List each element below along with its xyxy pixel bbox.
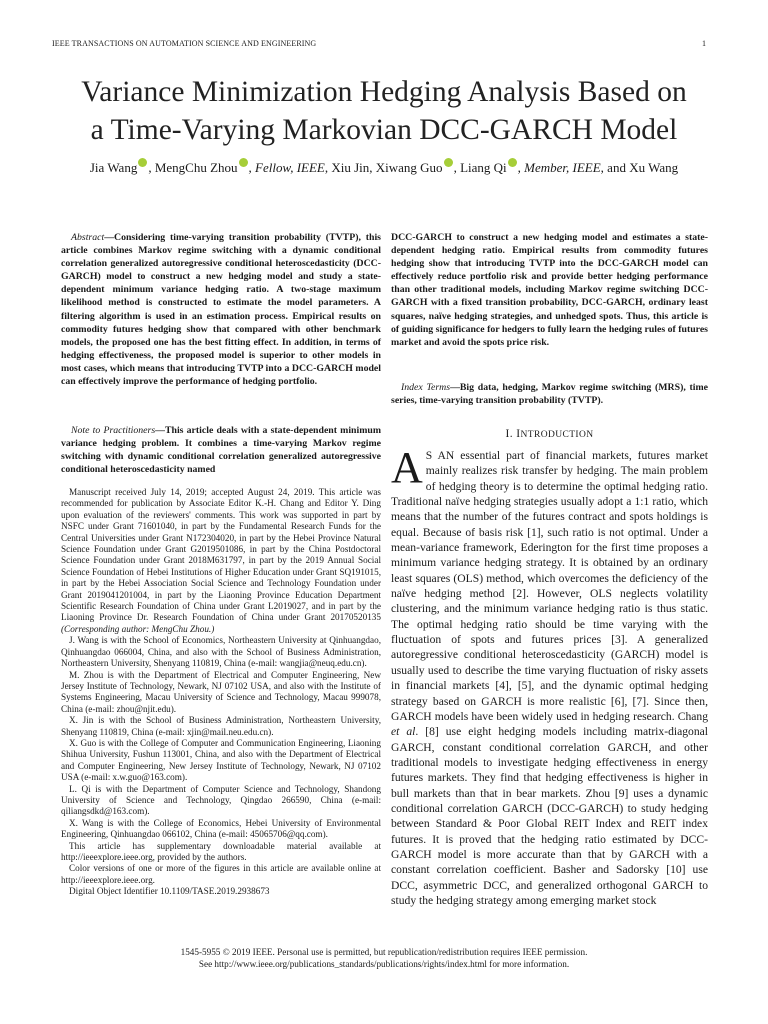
page-number: 1 [702, 39, 706, 48]
orcid-icon[interactable] [239, 158, 248, 167]
abstract-continued-text: DCC-GARCH to construct a new hedging model and estimates a state-dependent hedging ratio. Empirical results from commodity futures hedging show that introducing TVTP into the DCC-GARCH model can effectively reduce portfolio risk and provide better hedging performance than other traditional models, including Markov regime switching DCC-GARCH with a fixed transition probability, DCC-GARCH, ordinary least squares, naïve hedging strategies, and unhedged spots. Thus, this article is of guiding significance for hedgers to fully learn the hedging rules of futures market and avoid the spots price risk. [391, 232, 708, 348]
footnote-zhou: M. Zhou is with the Department of Electrical and Computer Engineering, New Jersey Institute of Technology, Newark, NJ 07102 USA, and also with the Institute of Systems Engineering, Macau University of Science and Technology, Macau 999078, China (e-mail: zhou@njit.edu). [61, 669, 381, 714]
intro-text-continued: . [8] use eight hedging models including matrix-diagonal GARCH, constant conditional correlation GARCH, and other traditional models to investigate hedging effectiveness in energy futures markets. They find that hedging effectiveness is higher in bull markets than that in bear markets. Zhou [9] uses a dynamic conditional correlation GARCH (DCC-GARCH) to study hedging between Standard & Poor Global REIT Index and REIT index futures. It is proved that the hedging ratio estimated by DCC-GARCH model is more accurate than that by GARCH with a constant correlation coefficient. Basher and Sadorsky [10] use DCC, asymmetric DCC, and generalized orthogonal GARCH to study the hedging strategy among emerging market stock [391, 725, 708, 907]
author-role: , Member, IEEE [517, 160, 601, 175]
rights-link[interactable]: See http://www.ieee.org/publications_standards/publications/rights/index.html for more information. [198, 958, 570, 969]
paper-title [40, 73, 728, 149]
intro-text: S AN essential part of financial markets, futures market mainly realizes risk transfer by hedging. The main problem of hedging theory is to determine the optimal hedging ratio. Traditional naïve hedging strategies usually adopt a 1:1 ratio, which means that the number of the futures contract and spots holdings is equal. Because of basis risk [1], such ratio is not optimal. Under a mean-variance framework, Ederington for the first time proposes a minimum variance hedging strategy. It is obtained by an ordinary least squares (OLS) method, which overcomes the deficiency of the naïve hedging method [2]. However, OLS neglects volatility clustering, and the minimum variance hedging ratio is thus static. The optimal hedging ratio should be time varying with the fluctuation of spots and futures prices [3]. A generalized autoregressive conditional heteroscedasticity (GARCH) model is usually used to describe the time varying fluctuation of risky assets in financial markets [4], [5], and the dynamic optimal hedging strategy based on GARCH is more realistic [6], [7]. Since then, GARCH models have been widely used in hedging research. Chang [391, 449, 708, 723]
copyright-line: 1545-5955 © 2019 IEEE. Personal use is permitted, but republication/redistribution requires IEEE permission. [180, 947, 588, 957]
author-liang-qi: , Liang Qi [453, 160, 507, 175]
intro-etal: et al [391, 725, 416, 739]
abstract-continued [391, 231, 708, 349]
note-label: Note to Practitioners [71, 425, 156, 436]
index-terms [391, 381, 708, 407]
note-to-practitioners [61, 424, 381, 476]
author-mengchu-zhou: , MengChu Zhou [148, 160, 238, 175]
footnote-manuscript: Manuscript received July 14, 2019; accepted August 24, 2019. This article was recommended for publication by Associate Editor K.-H. Chang and Editor Y. Ding upon evaluation of the reviewers' comments. This work was supported in part by NSFC under Grant 71601040, in part by the Fundamental Research Funds for the Central Universities under Grant N172304020, in part by the Hebei Province Natural Science Foundation under Grant G2019501086, in part by the China Postdoctoral Science Foundation under Grant 2018M631797, in part by the 2019 Annual Social Science Foundation of Hebei Institutions of Higher Education under Grant SQ191015, in part by the Hebei Association Social Science and Technology Foundation under Grant 2019041201004, in part by the Liaoning Province Education Department Scientific Research Foundation of China under Grant L2019027, and in part by the Liaoning Province Dr. Research Foundation of China under Grant 20170520135 [61, 487, 381, 623]
author-jia-wang: Jia Wang [89, 160, 138, 175]
introduction-section [391, 428, 708, 908]
title-line-1: Variance Minimization Hedging Analysis Based on [81, 76, 687, 108]
index-terms-label: Index Terms [401, 382, 451, 393]
footnote-wang: J. Wang is with the School of Economics, Northeastern University at Qinhuangdao, Qinhuangdao 066004, China, and also with the School of Business Administration, Northeastern University, Shenyang 110819, China (e-mail: wangjia@neuq.edu.cn). [61, 635, 381, 669]
orcid-icon[interactable] [508, 158, 517, 167]
index-terms-text: —Big data, hedging, Markov regime switching (MRS), time series, time-varying transition probability (TVTP). [391, 382, 708, 407]
running-header: IEEE TRANSACTIONS ON AUTOMATION SCIENCE AND ENGINEERING [52, 39, 317, 48]
author-jin-guo: , Xiu Jin, Xiwang Guo [324, 160, 443, 175]
footnote-guo: X. Guo is with the College of Computer and Communication Engineering, Liaoning Shihua University, Fushun 113001, China, and also with the Department of Electrical and Computer Engineering, New Jersey Institute of Technology, Newark, NJ 07102 USA (e-mail: x.w.guo@163.com). [61, 737, 381, 783]
orcid-icon[interactable] [444, 158, 453, 167]
footnote-doi: Digital Object Identifier 10.1109/TASE.2019.2938673 [69, 886, 270, 897]
abstract [61, 231, 381, 388]
copyright-footer [40, 947, 728, 970]
footnote-corresponding: (Corresponding author: MengChu Zhou.) [61, 623, 215, 634]
author-list [40, 158, 728, 177]
section-heading: I. INTRODUCTION [505, 428, 594, 440]
drop-cap: A [391, 443, 423, 492]
abstract-text: —Considering time-varying transition probability (TVTP), this article combines Markov regime switching with a dynamic conditional correlation generalized autoregressive conditional heteroscedasticity (DCC-GARCH) model to construct a new hedging model and study a state-dependent minimum variance hedging ratio. A two-stage maximum likelihood method is constructed to estimate the model parameters. A filtering algorithm is used in an estimation process. Empirical results on commodity futures hedging show that compared with other benchmark models, the proposed one has the best fitting effect. In addition, in terms of hedging effectiveness, the proposed model is superior to other models in most cases, which means that introducing TVTP into a DCC-GARCH model can effectively improve the performance of hedging portfolio. [61, 232, 381, 388]
footnote-xwang: X. Wang is with the College of Economics, Hebei University of Environmental Engineering, Qinhuangdao 066102, China (e-mail: 45065706@qq.com). [61, 817, 381, 840]
author-role: , Fellow, IEEE [248, 160, 325, 175]
title-line-2: a Time-Varying Markovian DCC-GARCH Model [90, 114, 678, 146]
footnote-color: Color versions of one or more of the figures in this article are available online at http://ieeexplore.ieee.org. [61, 863, 381, 885]
footnote-qi: L. Qi is with the Department of Computer Science and Technology, Shandong University of Science and Technology, Qingdao 266590, China (e-mail: qiliangsdkd@163.com). [61, 783, 381, 817]
note-text: —This article deals with a state-dependent minimum variance hedging problem. It combines a time-varying Markov regime switching with dynamic conditional correlation generalized autoregressive conditional heteroscedasticity named [61, 425, 381, 476]
orcid-icon[interactable] [138, 158, 147, 167]
author-xu-wang: , and Xu Wang [600, 160, 679, 175]
footnotes [61, 487, 381, 898]
footnote-jin: X. Jin is with the School of Business Administration, Northeastern University, Shenyang 110819, China (e-mail: xjin@mail.neu.edu.cn). [61, 715, 381, 737]
footnote-supplementary: This article has supplementary downloadable material available at http://ieeexplore.ieee.org, provided by the authors. [61, 840, 381, 862]
abstract-label: Abstract [71, 232, 105, 243]
